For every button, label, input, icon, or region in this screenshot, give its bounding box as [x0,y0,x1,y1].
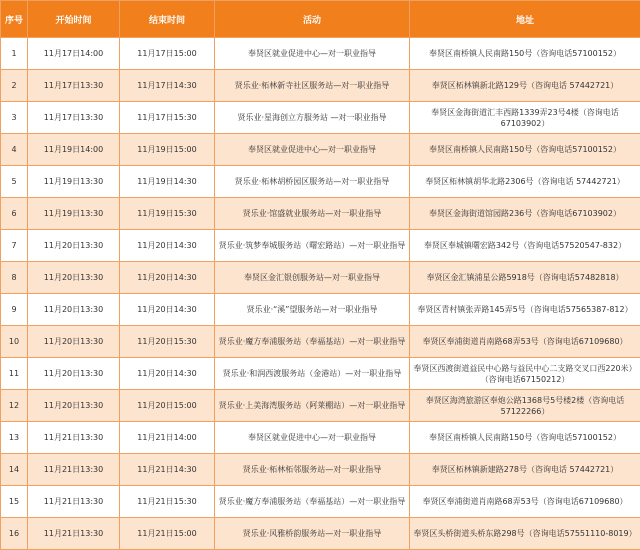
table-row [1,422,640,454]
cell-start-time: 11月21日13:30 [28,486,120,518]
cell-address: 奉贤区柘林镇新建路278号（咨询电话 57442721） [410,454,640,486]
cell-address: 奉贤区奉浦街道肖南路68弄53号（咨询电话67109680） [410,326,640,358]
table-row [1,358,640,390]
cell-index: 8 [1,262,28,294]
cell-end-time: 11月17日15:30 [120,102,215,134]
cell-index: 11 [1,358,28,390]
cell-address: 奉贤区奉浦街道肖南路68弄53号（咨询电话67109680） [410,486,640,518]
cell-end-time: 11月20日14:30 [120,358,215,390]
cell-start-time: 11月21日13:30 [28,454,120,486]
cell-end-time: 11月20日14:30 [120,230,215,262]
cell-activity: 奉贤区金汇银创服务站—对一职业指导 [215,262,410,294]
cell-end-time: 11月19日15:00 [120,134,215,166]
cell-index: 15 [1,486,28,518]
header-end-time: 结束时间 [120,1,215,38]
cell-start-time: 11月20日13:30 [28,358,120,390]
cell-start-time: 11月19日13:30 [28,166,120,198]
cell-end-time: 11月20日14:30 [120,294,215,326]
cell-activity: 奉贤区就业促进中心—对一职业指导 [215,422,410,454]
cell-start-time: 11月17日13:30 [28,102,120,134]
cell-index: 16 [1,518,28,550]
cell-start-time: 11月20日13:30 [28,326,120,358]
cell-address: 奉贤区柘林镇胡华北路2306号（咨询电话 57442721） [410,166,640,198]
header-row [1,1,640,38]
table-row [1,166,640,198]
table-row [1,134,640,166]
cell-address: 奉贤区海湾旅游区奉炮公路1368号5号楼2楼（咨询电话57122266） [410,390,640,422]
cell-end-time: 11月21日14:30 [120,454,215,486]
table-row [1,230,640,262]
table-row [1,294,640,326]
cell-start-time: 11月21日13:30 [28,422,120,454]
cell-activity: 贤乐业·柘林柘邻服务站—对一职业指导 [215,454,410,486]
cell-activity: 贤乐业·和润西渡服务站（金港站）—对一职业指导 [215,358,410,390]
header-address: 地址 [410,1,640,38]
table-row [1,326,640,358]
cell-start-time: 11月19日13:30 [28,198,120,230]
cell-start-time: 11月17日14:00 [28,38,120,70]
cell-index: 4 [1,134,28,166]
table-body [1,38,640,550]
table-row [1,198,640,230]
cell-address: 奉贤区金海街道汇丰西路1339弄23号4楼（咨询电话67103902） [410,102,640,134]
cell-index: 14 [1,454,28,486]
cell-end-time: 11月19日15:30 [120,198,215,230]
cell-index: 3 [1,102,28,134]
cell-end-time: 11月17日14:30 [120,70,215,102]
cell-end-time: 11月21日14:00 [120,422,215,454]
cell-address: 奉贤区青村镇张弄路145弄5号（咨询电话57565387-812） [410,294,640,326]
table-row [1,70,640,102]
cell-start-time: 11月21日13:30 [28,518,120,550]
cell-address: 奉贤区金汇镇浦星公路5918号（咨询电话57482818） [410,262,640,294]
table-header [1,1,640,38]
cell-index: 1 [1,38,28,70]
table-row [1,262,640,294]
cell-start-time: 11月20日13:30 [28,262,120,294]
cell-address: 奉贤区奉城镇曙宏路342号（咨询电话57520547-832） [410,230,640,262]
cell-index: 5 [1,166,28,198]
cell-end-time: 11月21日15:30 [120,486,215,518]
cell-index: 9 [1,294,28,326]
cell-activity: 奉贤区就业促进中心—对一职业指导 [215,134,410,166]
cell-start-time: 11月19日14:00 [28,134,120,166]
cell-address: 奉贤区南桥镇人民南路150号（咨询电话57100152） [410,422,640,454]
cell-index: 2 [1,70,28,102]
cell-address: 奉贤区柘林镇新北路129号（咨询电话 57442721） [410,70,640,102]
cell-start-time: 11月17日13:30 [28,70,120,102]
cell-activity: 贤乐业·“溪”望服务站—对一职业指导 [215,294,410,326]
cell-end-time: 11月21日15:00 [120,518,215,550]
cell-activity: 贤乐业·风雅桥韵服务站—对一职业指导 [215,518,410,550]
table-row [1,486,640,518]
table-row [1,390,640,422]
cell-end-time: 11月20日15:30 [120,326,215,358]
cell-start-time: 11月20日13:30 [28,230,120,262]
cell-activity: 贤乐业·魔方奉浦服务站（奉福基站）—对一职业指导 [215,326,410,358]
cell-end-time: 11月20日14:30 [120,262,215,294]
cell-address: 奉贤区西渡街道益民中心路与益民中心二支路交叉口西220米）（咨询电话67150212） [410,358,640,390]
cell-address: 奉贤区金海街道馆园路236号（咨询电话67103902） [410,198,640,230]
table-row [1,454,640,486]
cell-activity: 贤乐业·柘林新寺社区服务站—对一职业指导 [215,70,410,102]
cell-index: 7 [1,230,28,262]
cell-end-time: 11月19日14:30 [120,166,215,198]
table-row [1,518,640,550]
header-activity: 活动 [215,1,410,38]
header-index: 序号 [1,1,28,38]
table-row [1,102,640,134]
cell-activity: 贤乐业·上美海湾服务站（阿莱棚站）—对一职业指导 [215,390,410,422]
cell-start-time: 11月20日13:30 [28,390,120,422]
cell-address: 奉贤区南桥镇人民南路150号（咨询电话57100152） [410,134,640,166]
header-start-time: 开始时间 [28,1,120,38]
table-row [1,38,640,70]
cell-index: 12 [1,390,28,422]
cell-activity: 贤乐业·星海创立方服务站 —对一职业指导 [215,102,410,134]
cell-end-time: 11月17日15:00 [120,38,215,70]
cell-activity: 贤乐业·魔方奉浦服务站（奉福基站）—对一职业指导 [215,486,410,518]
cell-start-time: 11月20日13:30 [28,294,120,326]
cell-address: 奉贤区头桥街道头桥东路298号（咨询电话57551110-8019） [410,518,640,550]
cell-activity: 贤乐业·馆盛就业服务站—对一职业指导 [215,198,410,230]
cell-index: 10 [1,326,28,358]
cell-activity: 贤乐业·柘林胡桥园区服务站—对一职业指导 [215,166,410,198]
cell-index: 6 [1,198,28,230]
cell-address: 奉贤区南桥镇人民南路150号（咨询电话57100152） [410,38,640,70]
cell-index: 13 [1,422,28,454]
cell-activity: 奉贤区就业促进中心—对一职业指导 [215,38,410,70]
cell-activity: 贤乐业·筑梦奉城服务站（曙宏路站）—对一职业指导 [215,230,410,262]
cell-end-time: 11月20日15:00 [120,390,215,422]
